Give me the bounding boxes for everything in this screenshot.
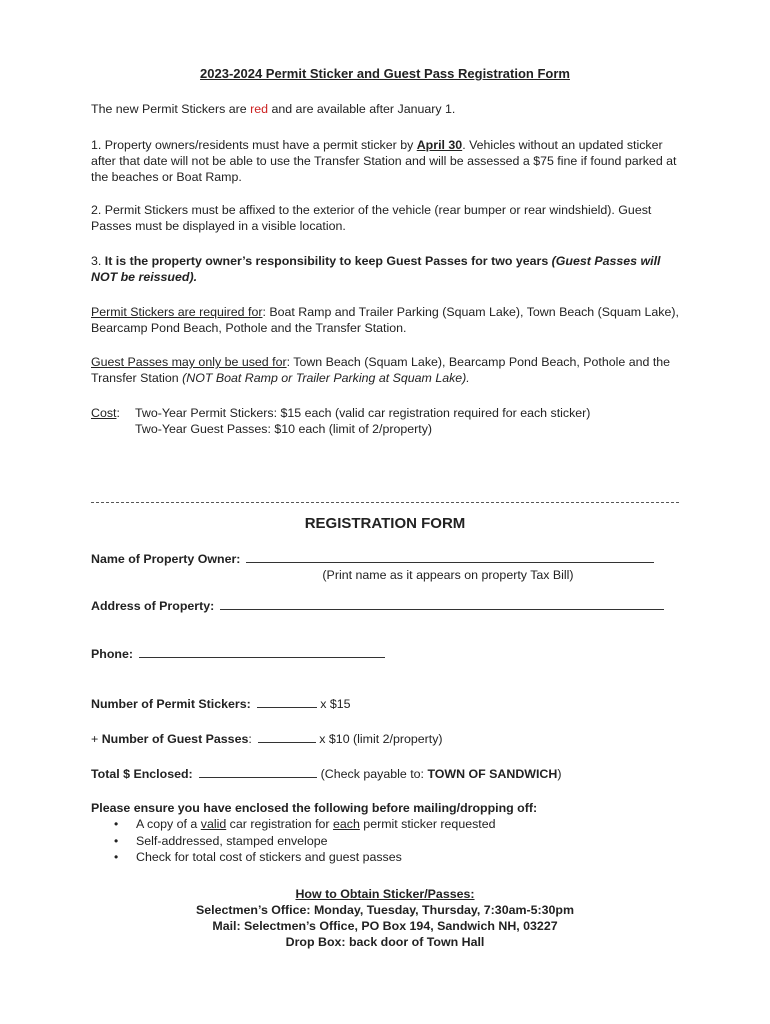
- total-note: (Check payable to:: [320, 767, 428, 781]
- intro-text: The new Permit Stickers are: [91, 102, 251, 116]
- phone-field: [91, 645, 385, 662]
- checklist: [112, 816, 496, 866]
- owner-name-label: Name of Property Owner:: [91, 552, 241, 566]
- guest-passes-label: Guest Passes may only be used for: [91, 355, 287, 369]
- total-payee: TOWN OF SANDWICH: [427, 767, 558, 781]
- obtain-heading: How to Obtain Sticker/Passes:: [295, 887, 475, 901]
- owner-name-note: (Print name as it appears on property Tax Bill): [322, 568, 574, 582]
- list-item-each: each: [332, 817, 360, 831]
- rule-1-text: 1. Property owners/residents must have a permit sticker by: [91, 138, 417, 152]
- owner-name-field: [91, 550, 654, 567]
- drop-box: Drop Box: back door of Town Hall: [285, 935, 485, 949]
- total-field: [91, 765, 561, 782]
- owner-name-input-line[interactable]: [246, 550, 654, 563]
- list-item-valid: valid: [200, 817, 227, 831]
- stickers-field: [91, 695, 351, 712]
- cost-colon: :: [116, 406, 120, 420]
- passes-rate: x $10 (limit 2/property): [319, 732, 443, 746]
- total-input-line[interactable]: [199, 765, 317, 778]
- list-item-text: car registration for: [226, 817, 333, 831]
- rule-3-bold: It is the property owner’s responsibility to keep Guest Passes for two years: [104, 254, 552, 268]
- cost-label: [91, 405, 120, 421]
- passes-prefix: +: [91, 732, 102, 746]
- list-item-text: permit sticker requested: [359, 817, 496, 831]
- list-item: [112, 816, 496, 833]
- address-field: [91, 597, 664, 614]
- guest-passes-italic: (NOT Boat Ramp or Trailer Parking at Squam Lake).: [182, 371, 470, 385]
- list-item: • Self-addressed, stamped envelope: [112, 833, 496, 850]
- rule-1-text-end: . Vehicles without an updated sticker after that date will not be able to use the Transfer Station and will be assessed a $75 fine if found parked at the beaches or Boat Ramp.: [91, 138, 677, 184]
- address-label: Address of Property:: [91, 599, 215, 613]
- list-item: • Check for total cost of stickers and guest passes: [112, 849, 496, 866]
- intro-text-end: and are available after January 1.: [268, 102, 456, 116]
- deadline-date: April 30: [416, 138, 463, 152]
- rule-1: [91, 137, 681, 185]
- permit-required-label: Permit Stickers are required for: [91, 305, 263, 319]
- guest-passes-paragraph: [91, 354, 681, 386]
- passes-field: [91, 730, 443, 747]
- phone-label: Phone:: [91, 647, 133, 661]
- passes-label: Number of Guest Passes: [101, 732, 249, 746]
- rule-3: [91, 253, 681, 285]
- list-item-text: A copy of a: [136, 817, 201, 831]
- cost-line-1: Two-Year Permit Stickers: $15 each (valid car registration required for each sticker): [135, 406, 591, 420]
- passes-colon: :: [248, 732, 252, 746]
- mail-address: Mail: Selectmen’s Office, PO Box 194, Sandwich NH, 03227: [212, 919, 558, 933]
- address-input-line[interactable]: [220, 597, 664, 610]
- stickers-label: Number of Permit Stickers:: [91, 697, 251, 711]
- stickers-rate: x $15: [320, 697, 351, 711]
- rule-2: 2. Permit Stickers must be affixed to the exterior of the vehicle (rear bumper or rear windshield). Guest Passes must be displayed in a visible location.: [91, 203, 652, 233]
- cost-line-2: Two-Year Guest Passes: $10 each (limit of 2/property): [135, 422, 433, 436]
- permit-required-text: : Boat Ramp and Trailer Parking (Squam Lake), Town Beach (Squam Lake), Bearcamp Pond Beach, Pothole and the Transfer Station.: [91, 305, 679, 335]
- total-label: Total $ Enclosed:: [91, 767, 193, 781]
- permit-required-paragraph: [91, 304, 681, 336]
- office-hours: Selectmen’s Office: Monday, Tuesday, Thursday, 7:30am-5:30pm: [195, 903, 575, 917]
- cut-line-divider: [91, 502, 679, 503]
- stickers-input-line[interactable]: [257, 695, 317, 708]
- guest-passes-text: : Town Beach (Squam Lake), Bearcamp Pond Beach, Pothole and the Transfer Station: [91, 355, 671, 385]
- phone-input-line[interactable]: [139, 645, 385, 658]
- rule-3-italic: (Guest Passes will NOT be reissued).: [91, 254, 661, 284]
- checklist-heading: Please ensure you have enclosed the following before mailing/dropping off:: [91, 801, 538, 815]
- total-note-end: ): [557, 767, 562, 781]
- cost-label-text: Cost: [91, 406, 117, 420]
- red-word: red: [250, 102, 268, 116]
- intro-paragraph: [91, 101, 681, 117]
- page-title: 2023-2024 Permit Sticker and Guest Pass Registration Form: [200, 66, 570, 81]
- registration-title: REGISTRATION FORM: [304, 515, 466, 532]
- rule-3-number: 3.: [91, 254, 105, 268]
- passes-input-line[interactable]: [258, 730, 316, 743]
